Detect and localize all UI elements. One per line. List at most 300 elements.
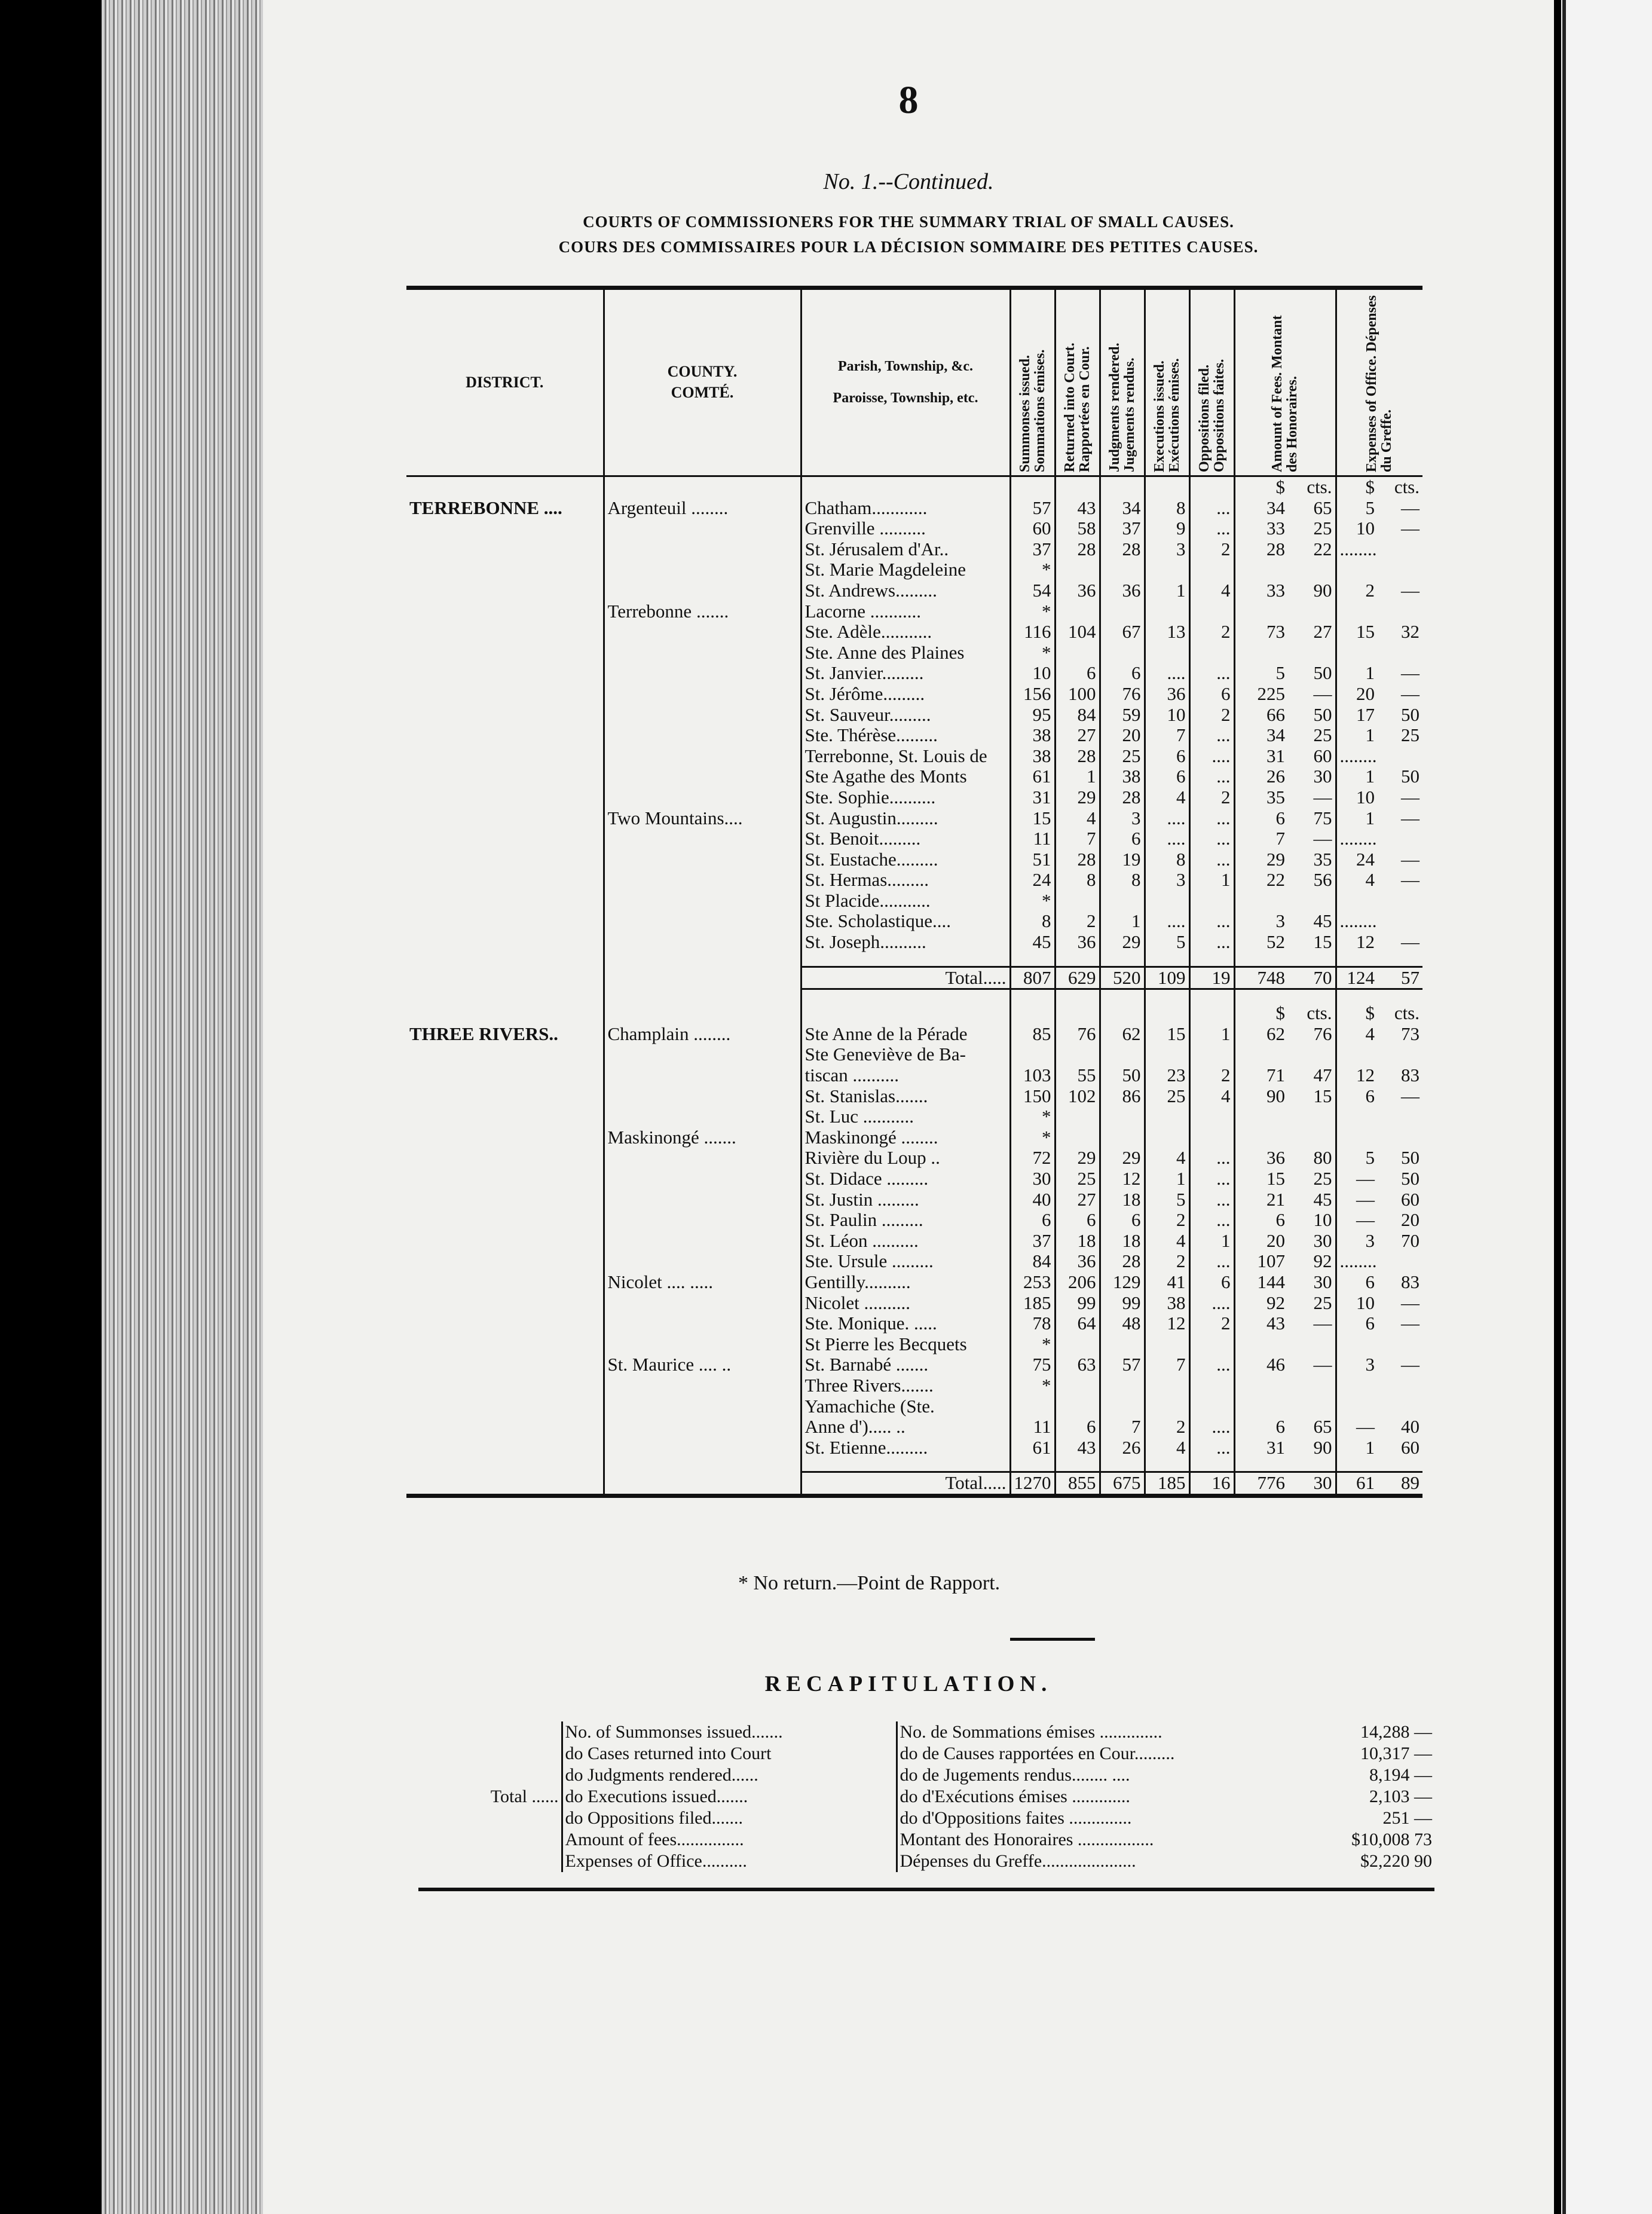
returned-cell (1055, 891, 1100, 912)
oppositions-cell (1189, 476, 1234, 498)
fees-cents-cell: 80 (1313, 1148, 1332, 1169)
executions-cell: 4 (1145, 1438, 1189, 1458)
fees-dollars-cell (1234, 891, 1288, 912)
expenses-dollars-cell: 10 (1336, 518, 1378, 539)
summonses-cell (1010, 1044, 1055, 1065)
fees-dollars-cell: 90 (1234, 1086, 1288, 1107)
expenses-cents-cell: — (1401, 1354, 1420, 1375)
table-row (406, 1354, 1422, 1375)
executions-cell (1145, 1106, 1189, 1127)
district-cell (406, 1148, 604, 1169)
spacer-cell (1055, 989, 1100, 1004)
expenses-cents-cell: — (1401, 932, 1420, 953)
table-row (406, 1044, 1422, 1065)
fees-dollars-cell: 107 (1234, 1251, 1288, 1272)
header-parish (801, 288, 1010, 476)
summonses-cell: 37 (1010, 539, 1055, 560)
spacer-cell (1189, 989, 1234, 1004)
summonses-cell: 51 (1010, 849, 1055, 870)
header-county-en: COUNTY. (667, 363, 738, 381)
oppositions-cell: ... (1189, 725, 1234, 746)
executions-cell (1145, 1127, 1189, 1148)
spacer-cell (1378, 953, 1422, 967)
executions-cell: 12 (1145, 1313, 1189, 1334)
expenses-dollars-cell (1336, 1375, 1378, 1396)
county-cell (604, 746, 801, 767)
spacer-cell (1288, 1458, 1336, 1472)
district-cell (406, 1293, 604, 1314)
executions-cell: .... (1145, 808, 1189, 829)
district-cell (406, 476, 604, 498)
returned-cell (1055, 1334, 1100, 1355)
total-row (406, 967, 1422, 989)
expenses-cents-cell (1378, 601, 1422, 622)
district-cell (406, 684, 604, 705)
spacer-cell (1378, 989, 1422, 1004)
continued-caption: No. 1.--Continued. (823, 169, 994, 194)
district-cell (406, 1354, 604, 1375)
oppositions-cell (1189, 891, 1234, 912)
table-row (406, 1127, 1422, 1148)
county-cell (604, 1210, 801, 1231)
county-cell: Two Mountains.... (604, 808, 801, 829)
summonses-cell: 11 (1010, 1417, 1055, 1438)
fees-cents-cell (1288, 1127, 1336, 1148)
expenses-cents-cell: — (1401, 849, 1420, 870)
judgments-cell: 37 (1100, 518, 1145, 539)
spacer-cell (1100, 989, 1145, 1004)
fees-cents-cell: cts. (1307, 1003, 1332, 1024)
summonses-cell (1010, 1003, 1055, 1024)
executions-cell: 6 (1145, 766, 1189, 787)
oppositions-cell: ... (1189, 1189, 1234, 1210)
expenses-dollars-cell (1336, 643, 1378, 663)
fees-cents-cell: 76 (1313, 1023, 1332, 1044)
county-cell (604, 725, 801, 746)
expenses-cents-cell: 70 (1401, 1230, 1420, 1251)
parish-cell: St. Hermas......... (801, 870, 1010, 891)
executions-cell (1145, 891, 1189, 912)
fees-cents-cell (1288, 1334, 1336, 1355)
recap-english: do Executions issued....... (562, 1786, 897, 1808)
recap-french: do d'Oppositions faites .............. (897, 1808, 1285, 1829)
summonses-cell: * (1010, 1375, 1055, 1396)
fees-dollars-cell: 43 (1234, 1313, 1288, 1334)
expenses-dollars-cell: ........ (1336, 911, 1378, 932)
executions-cell: 15 (1145, 1024, 1189, 1045)
county-cell (604, 1189, 801, 1210)
table-row (406, 1293, 1422, 1314)
expenses-dollars-cell (1336, 601, 1378, 622)
returned-cell (1055, 559, 1100, 580)
county-cell (604, 1086, 801, 1107)
expenses-dollars-cell: $ (1336, 476, 1378, 498)
fees-cents-cell (1288, 643, 1336, 663)
summonses-cell: 60 (1010, 518, 1055, 539)
table-row (406, 766, 1422, 787)
spacer-cell (1336, 953, 1378, 967)
executions-cell: .... (1145, 828, 1189, 849)
parish-cell: Ste. Scholastique.... (801, 911, 1010, 932)
county-cell (604, 539, 801, 560)
expenses-cents-cell (1378, 1396, 1422, 1417)
parish-cell: Rivière du Loup .. (801, 1148, 1010, 1169)
county-cell (604, 787, 801, 808)
header-district: DISTRICT. (406, 288, 604, 476)
judgments-cell: 28 (1100, 1251, 1145, 1272)
parish-cell: Ste. Sophie.......... (801, 787, 1010, 808)
total-oppositions: 16 (1189, 1472, 1234, 1496)
county-cell (604, 663, 801, 684)
judgments-cell: 6 (1100, 1210, 1145, 1231)
summonses-cell: 38 (1010, 725, 1055, 746)
expenses-dollars-cell: 15 (1336, 622, 1378, 643)
header-judgments-text: Judgments rendered. Jugements rendus. (1106, 343, 1137, 472)
expenses-cents-cell: 25 (1401, 725, 1420, 746)
district-cell (406, 1106, 604, 1127)
executions-cell: .... (1145, 911, 1189, 932)
header-oppositions (1189, 288, 1234, 476)
district-cell (406, 1127, 604, 1148)
expenses-dollars-cell (1336, 1127, 1378, 1148)
parish-cell: St. Justin ......... (801, 1189, 1010, 1210)
returned-cell: 7 (1055, 828, 1100, 849)
judgments-cell: 48 (1100, 1313, 1145, 1334)
expenses-cents-cell: — (1401, 580, 1420, 601)
oppositions-cell: 2 (1189, 705, 1234, 726)
recapitulation-table (418, 1721, 1434, 1872)
spacer-cell (801, 1458, 1010, 1472)
judgments-cell (1100, 891, 1145, 912)
executions-cell (1145, 1334, 1189, 1355)
oppositions-cell: ... (1189, 1251, 1234, 1272)
executions-cell: 5 (1145, 932, 1189, 953)
parish-cell: St. Sauveur......... (801, 705, 1010, 726)
fees-dollars-cell: 144 (1234, 1272, 1288, 1293)
spacer-cell (1288, 953, 1336, 967)
table-row (406, 539, 1422, 560)
county-cell (604, 580, 801, 601)
title-english: COURTS OF COMMISSIONERS FOR THE SUMMARY TRIAL OF SMALL CAUSES. (583, 213, 1234, 231)
table-row (406, 580, 1422, 601)
judgments-cell (1100, 1127, 1145, 1148)
expenses-cents-cell: — (1401, 518, 1420, 539)
parish-cell: Three Rivers....... (801, 1375, 1010, 1396)
summonses-cell: 253 (1010, 1272, 1055, 1293)
fees-dollars-cell: 52 (1234, 932, 1288, 953)
expenses-cents-cell: 50 (1401, 704, 1420, 725)
table-row (406, 1334, 1422, 1355)
fees-cents-cell: 90 (1313, 580, 1332, 601)
expenses-dollars-cell: 6 (1336, 1272, 1378, 1293)
fees-cents-cell (1288, 1396, 1336, 1417)
executions-cell: 2 (1145, 1417, 1189, 1438)
county-cell (604, 891, 801, 912)
table-row (406, 1106, 1422, 1127)
expenses-dollars-cell: 20 (1336, 684, 1378, 705)
district-cell (406, 911, 604, 932)
summonses-cell: * (1010, 1334, 1055, 1355)
summonses-cell: 15 (1010, 808, 1055, 829)
returned-cell (1055, 1375, 1100, 1396)
district-cell (406, 1438, 604, 1458)
spacer-cell (801, 989, 1010, 1004)
parish-cell: St. Didace ......... (801, 1169, 1010, 1189)
expenses-dollars-cell: 1 (1336, 766, 1378, 787)
summonses-cell: 156 (1010, 684, 1055, 705)
county-cell (604, 911, 801, 932)
summonses-cell: 85 (1010, 1024, 1055, 1045)
fees-dollars-cell: 6 (1234, 1417, 1288, 1438)
returned-cell: 29 (1055, 787, 1100, 808)
judgments-cell: 25 (1100, 746, 1145, 767)
total-expenses-cents: 89 (1378, 1472, 1422, 1496)
judgments-cell: 18 (1100, 1189, 1145, 1210)
expenses-cents-cell (1378, 746, 1422, 767)
table-row (406, 498, 1422, 519)
recap-row (418, 1721, 1434, 1743)
expenses-dollars-cell: 1 (1336, 663, 1378, 684)
spacer-cell (1189, 1458, 1234, 1472)
expenses-dollars-cell: — (1336, 1417, 1378, 1438)
executions-cell: 4 (1145, 1148, 1189, 1169)
spacer-cell (1055, 953, 1100, 967)
fees-cents-cell: 22 (1313, 539, 1332, 559)
oppositions-cell (1189, 643, 1234, 663)
fees-dollars-cell: 225 (1234, 684, 1288, 705)
expenses-cents-cell: 50 (1401, 1148, 1420, 1169)
spacer-cell (1145, 953, 1189, 967)
oppositions-cell: 2 (1189, 622, 1234, 643)
table-row (406, 746, 1422, 767)
table-row (406, 808, 1422, 829)
district-cell (406, 1044, 604, 1065)
judgments-cell (1100, 1375, 1145, 1396)
header-oppositions-text: Oppositions filed. Oppositions faites. (1196, 359, 1227, 472)
oppositions-cell: ... (1189, 932, 1234, 953)
summonses-cell: 78 (1010, 1313, 1055, 1334)
fees-dollars-cell: 31 (1234, 746, 1288, 767)
executions-cell: 38 (1145, 1293, 1189, 1314)
parish-cell: St. Marie Magdeleine (801, 559, 1010, 580)
judgments-cell: 18 (1100, 1231, 1145, 1252)
summonses-cell: 45 (1010, 932, 1055, 953)
spacer-cell (1234, 953, 1288, 967)
recap-value: 251 — (1382, 1808, 1432, 1828)
parish-cell: St. Joseph.......... (801, 932, 1010, 953)
executions-cell: 3 (1145, 870, 1189, 891)
oppositions-cell: 6 (1189, 1272, 1234, 1293)
oppositions-cell: 1 (1189, 1231, 1234, 1252)
header-parish-en: Parish, Township, &c. (837, 359, 974, 375)
expenses-dollars-cell (1336, 559, 1378, 580)
fees-dollars-cell: 46 (1234, 1354, 1288, 1375)
table-row (406, 1065, 1422, 1086)
expenses-dollars-cell: 10 (1336, 787, 1378, 808)
fees-cents-cell: 25 (1313, 1292, 1332, 1313)
district-cell (406, 1417, 604, 1438)
executions-cell (1145, 1396, 1189, 1417)
fees-dollars-cell: 71 (1234, 1065, 1288, 1086)
fees-dollars-cell: 28 (1234, 539, 1288, 560)
county-cell (604, 1334, 801, 1355)
expenses-dollars-cell: 1 (1336, 808, 1378, 829)
next-page-edge (1561, 0, 1652, 2214)
oppositions-cell: ... (1189, 766, 1234, 787)
fees-dollars-cell: 26 (1234, 766, 1288, 787)
page-gutter-line (1562, 0, 1566, 2214)
book-page-edges (102, 0, 263, 2214)
fees-cents-cell: 92 (1313, 1251, 1332, 1272)
county-cell: St. Maurice .... .. (604, 1354, 801, 1375)
district-cell (406, 1003, 604, 1024)
fees-dollars-cell: 5 (1234, 663, 1288, 684)
oppositions-cell (1189, 1375, 1234, 1396)
empty-cell (604, 967, 801, 989)
judgments-cell (1100, 1106, 1145, 1127)
expenses-dollars-cell (1336, 1334, 1378, 1355)
county-cell (604, 476, 801, 498)
expenses-cents-cell (1378, 1106, 1422, 1127)
district-cell (406, 601, 604, 622)
summonses-cell: 11 (1010, 828, 1055, 849)
district-cell (406, 1231, 604, 1252)
district-cell (406, 1189, 604, 1210)
parish-cell: St Pierre les Becquets (801, 1334, 1010, 1355)
returned-cell: 6 (1055, 1210, 1100, 1231)
recap-total-label (418, 1721, 562, 1743)
returned-cell (1055, 1003, 1100, 1024)
parish-cell: St. Augustin......... (801, 808, 1010, 829)
fees-dollars-cell: 7 (1234, 828, 1288, 849)
recap-french: No. de Sommations émises .............. (897, 1721, 1285, 1743)
header-returned (1055, 288, 1100, 476)
executions-cell (1145, 1375, 1189, 1396)
returned-cell: 6 (1055, 663, 1100, 684)
header-returned-text: Returned into Court. Rapportées en Cour. (1061, 343, 1093, 472)
executions-cell: 23 (1145, 1065, 1189, 1086)
parish-cell: St. Andrews......... (801, 580, 1010, 601)
table-row (406, 476, 1422, 498)
recap-english: do Judgments rendered...... (562, 1765, 897, 1786)
page-number: 8 (898, 78, 919, 122)
county-cell (604, 1231, 801, 1252)
oppositions-cell: ... (1189, 498, 1234, 519)
executions-cell: 2 (1145, 1210, 1189, 1231)
spacer-cell (1234, 1458, 1288, 1472)
county-cell (604, 1251, 801, 1272)
expenses-cents-cell: 83 (1401, 1271, 1420, 1292)
judgments-cell: 19 (1100, 849, 1145, 870)
oppositions-cell (1189, 1127, 1234, 1148)
summonses-cell: * (1010, 891, 1055, 912)
footnote: * No return.—Point de Rapport. (738, 1572, 1001, 1594)
judgments-cell: 129 (1100, 1272, 1145, 1293)
judgments-cell (1100, 1003, 1145, 1024)
oppositions-cell (1189, 1044, 1234, 1065)
spacer-cell (1145, 1458, 1189, 1472)
oppositions-cell (1189, 1334, 1234, 1355)
fees-cents-cell: 15 (1313, 932, 1332, 953)
summonses-cell: * (1010, 559, 1055, 580)
total-judgments: 520 (1100, 967, 1145, 989)
table-row (406, 725, 1422, 746)
judgments-cell: 3 (1100, 808, 1145, 829)
executions-cell (1145, 476, 1189, 498)
fees-cents-cell: 50 (1313, 663, 1332, 684)
district-cell (406, 746, 604, 767)
table-row (406, 1375, 1422, 1396)
judgments-cell: 6 (1100, 828, 1145, 849)
header-fees-text: Amount of Fees. Montant des Honoraires. (1269, 315, 1300, 472)
divider-rule (1010, 1638, 1095, 1641)
expenses-cents-cell (1378, 891, 1422, 912)
expenses-cents-cell: 50 (1401, 766, 1420, 787)
expenses-dollars-cell (1336, 891, 1378, 912)
oppositions-cell (1189, 1106, 1234, 1127)
returned-cell: 76 (1055, 1024, 1100, 1045)
fees-cents-cell: 30 (1313, 1271, 1332, 1292)
parish-cell: Ste Anne de la Pérade (801, 1024, 1010, 1045)
total-expenses-dollars: 61 (1336, 1472, 1378, 1496)
expenses-dollars-cell: 1 (1336, 725, 1378, 746)
returned-cell: 28 (1055, 746, 1100, 767)
expenses-cents-cell: — (1401, 870, 1420, 891)
parish-cell (801, 1003, 1010, 1024)
expenses-dollars-cell: 2 (1336, 580, 1378, 601)
expenses-dollars-cell (1336, 1396, 1378, 1417)
fees-dollars-cell: 35 (1234, 787, 1288, 808)
spacer-cell (406, 953, 604, 967)
expenses-cents-cell: 73 (1401, 1023, 1420, 1044)
parish-cell: St. Luc ........... (801, 1106, 1010, 1127)
recap-english: do Cases returned into Court (562, 1743, 897, 1765)
expenses-cents-cell: 60 (1401, 1189, 1420, 1210)
recap-total-label (418, 1851, 562, 1872)
judgments-cell: 28 (1100, 787, 1145, 808)
county-cell: Terrebonne ....... (604, 601, 801, 622)
fees-dollars-cell: 22 (1234, 870, 1288, 891)
returned-cell: 55 (1055, 1065, 1100, 1086)
parish-cell: St. Jérôme......... (801, 684, 1010, 705)
oppositions-cell: 2 (1189, 787, 1234, 808)
oppositions-cell: 4 (1189, 1086, 1234, 1107)
returned-cell: 27 (1055, 725, 1100, 746)
judgments-cell: 7 (1100, 1417, 1145, 1438)
document-page (263, 0, 1554, 2214)
returned-cell (1055, 601, 1100, 622)
county-cell: Argenteuil ........ (604, 498, 801, 519)
recap-english: Expenses of Office.......... (562, 1851, 897, 1872)
table-row (406, 622, 1422, 643)
parish-cell: St. Jérusalem d'Ar.. (801, 539, 1010, 560)
summonses-cell: 61 (1010, 766, 1055, 787)
expenses-dollars-cell (1336, 1044, 1378, 1065)
county-cell (604, 1293, 801, 1314)
header-summonses-text: Summonses issued. Sommations émises. (1017, 349, 1048, 472)
expenses-cents-cell: — (1401, 497, 1420, 518)
district-cell (406, 1396, 604, 1417)
fees-cents-cell: — (1313, 828, 1332, 849)
recap-english: No. of Summonses issued....... (562, 1721, 897, 1743)
county-cell: Maskinongé ....... (604, 1127, 801, 1148)
header-summonses (1010, 288, 1055, 476)
oppositions-cell: ... (1189, 808, 1234, 829)
judgments-cell: 29 (1100, 932, 1145, 953)
statistics-table (406, 286, 1422, 1498)
expenses-dollars-cell: $ (1336, 1003, 1378, 1024)
table-row (406, 787, 1422, 808)
